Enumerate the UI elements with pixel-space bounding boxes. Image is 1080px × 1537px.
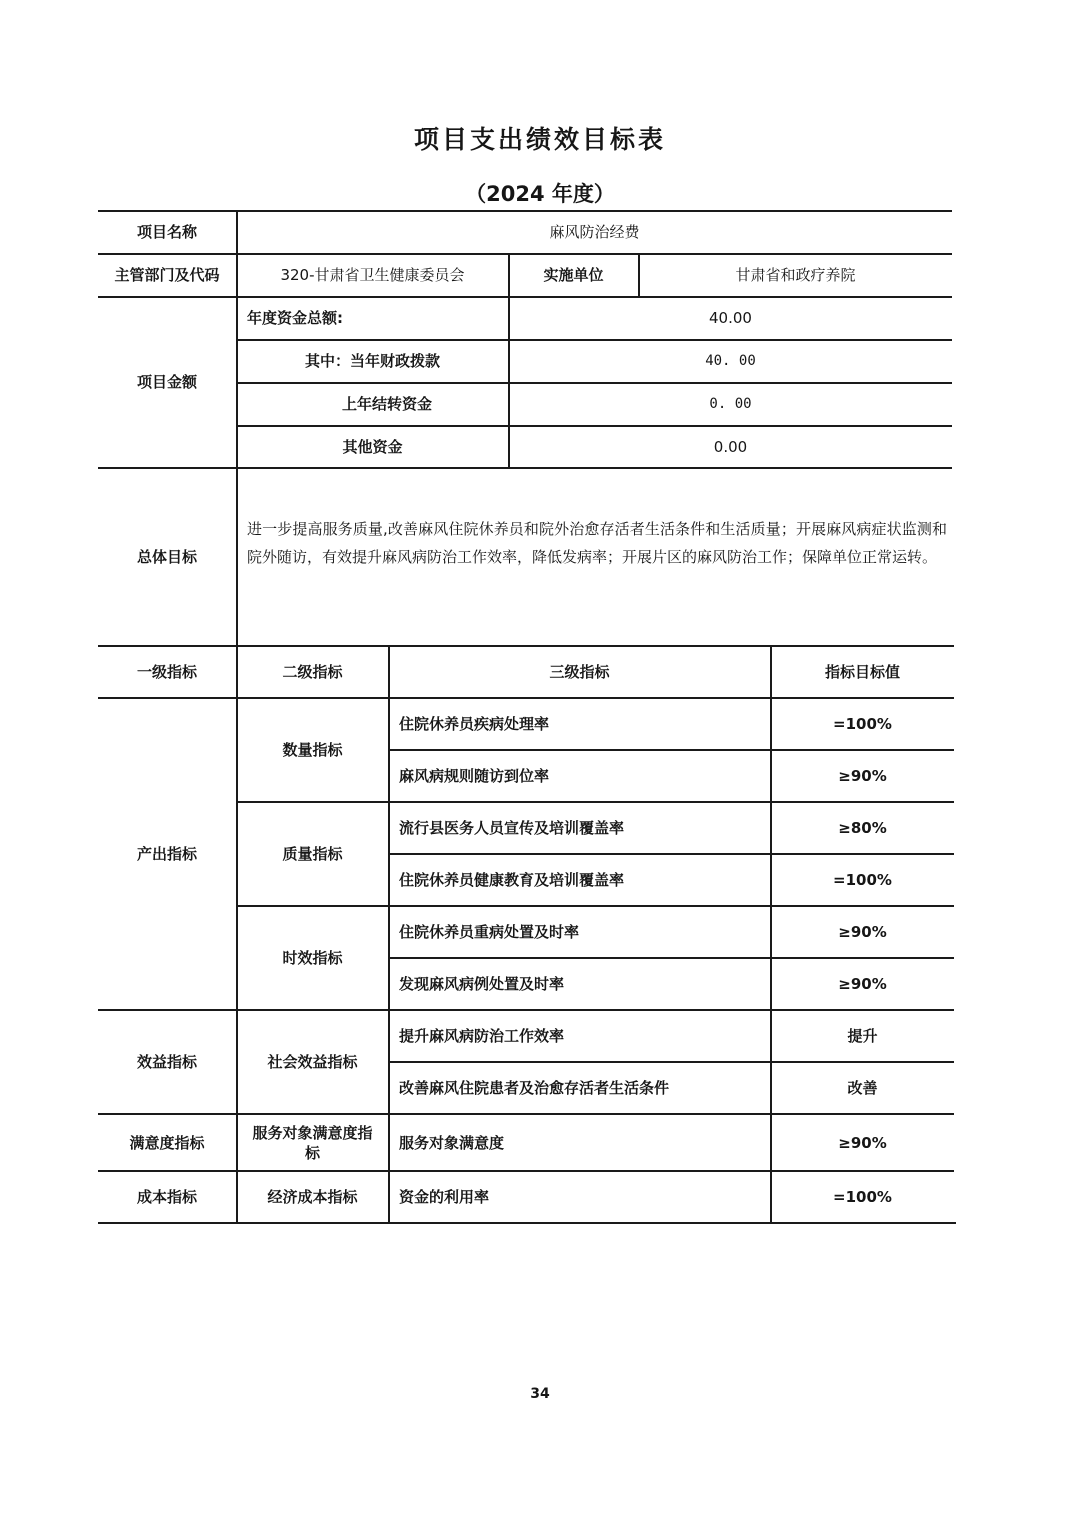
level3-row: 住院休养员疾病处理率	[399, 715, 550, 734]
amount-fiscal-label: 其中：当年财政拨款	[304, 352, 440, 371]
amount-carryover-label: 上年结转资金	[341, 395, 432, 414]
level2-service-satisfaction: 服务对象满意度指标	[252, 1123, 373, 1162]
page-number: 34	[530, 1386, 550, 1402]
amount-total-label: 年度资金总额:	[247, 309, 343, 328]
target-row: =100%	[833, 1188, 892, 1207]
level3-row: 流行县医务人员宣传及培训覆盖率	[399, 819, 625, 838]
level2-quality: 质量指标	[282, 845, 343, 864]
level2-quantity: 数量指标	[282, 741, 343, 760]
target-row: ≥90%	[838, 923, 887, 942]
target-row: 提升	[847, 1027, 878, 1046]
amount-carryover-value: 0. 00	[709, 396, 752, 413]
level3-row: 住院休养员重病处置及时率	[399, 923, 580, 942]
target-row: ≥90%	[838, 975, 887, 994]
target-row: ≥80%	[838, 819, 887, 838]
level2-timeliness: 时效指标	[282, 949, 343, 968]
target-row: 改善	[847, 1079, 878, 1098]
header-target: 指标目标值	[824, 663, 900, 682]
level1-output: 产出指标	[136, 845, 197, 864]
amount-fiscal-value: 40. 00	[705, 353, 756, 370]
level3-row: 提升麻风病防治工作效率	[399, 1027, 565, 1046]
target-row: ≥90%	[838, 1133, 887, 1152]
project-name-label: 项目名称	[136, 223, 197, 242]
target-row: =100%	[833, 871, 892, 890]
document-year: （2024 年度）	[465, 182, 615, 206]
amount-other-value: 0.00	[713, 437, 748, 456]
level3-row: 改善麻风住院患者及治愈存活者生活条件	[399, 1079, 670, 1098]
header-level3: 三级指标	[549, 663, 610, 682]
target-row: =100%	[833, 715, 892, 734]
goal-text: 进一步提高服务质量,改善麻风住院休养员和院外治愈存活者生活条件和生活质量；开展麻风病症状监测和院外随访，有效提升麻风病防治工作效率，降低发病率；开展片区的麻风防治工作；保障单位正常运转。	[247, 520, 947, 566]
level3-row: 服务对象满意度	[399, 1133, 505, 1152]
project-name-value: 麻风防治经费	[549, 223, 640, 242]
amount-other-label: 其他资金	[342, 437, 403, 456]
dept-value: 320-甘肃省卫生健康委员会	[280, 266, 465, 285]
level1-benefit: 效益指标	[136, 1053, 197, 1072]
level2-economic-cost: 经济成本指标	[267, 1188, 358, 1207]
target-row: ≥90%	[838, 767, 887, 786]
amount-label: 项目金额	[136, 373, 197, 392]
header-level1: 一级指标	[136, 663, 197, 682]
goal-label: 总体目标	[136, 547, 197, 566]
amount-total-value: 40.00	[709, 309, 752, 328]
header-level2: 二级指标	[282, 663, 343, 682]
level3-row: 麻风病规则随访到位率	[399, 767, 550, 786]
level1-cost: 成本指标	[136, 1188, 197, 1207]
document-title: 项目支出绩效目标表	[413, 125, 666, 154]
level3-row: 发现麻风病例处置及时率	[399, 975, 565, 994]
dept-label: 主管部门及代码	[114, 266, 220, 285]
unit-value: 甘肃省和政疗养院	[735, 266, 856, 285]
level3-row: 住院休养员健康教育及培训覆盖率	[399, 871, 625, 890]
level2-social-benefit: 社会效益指标	[267, 1053, 358, 1072]
level3-row: 资金的利用率	[399, 1188, 490, 1207]
unit-label: 实施单位	[543, 266, 604, 285]
level1-satisfaction: 满意度指标	[129, 1133, 205, 1152]
